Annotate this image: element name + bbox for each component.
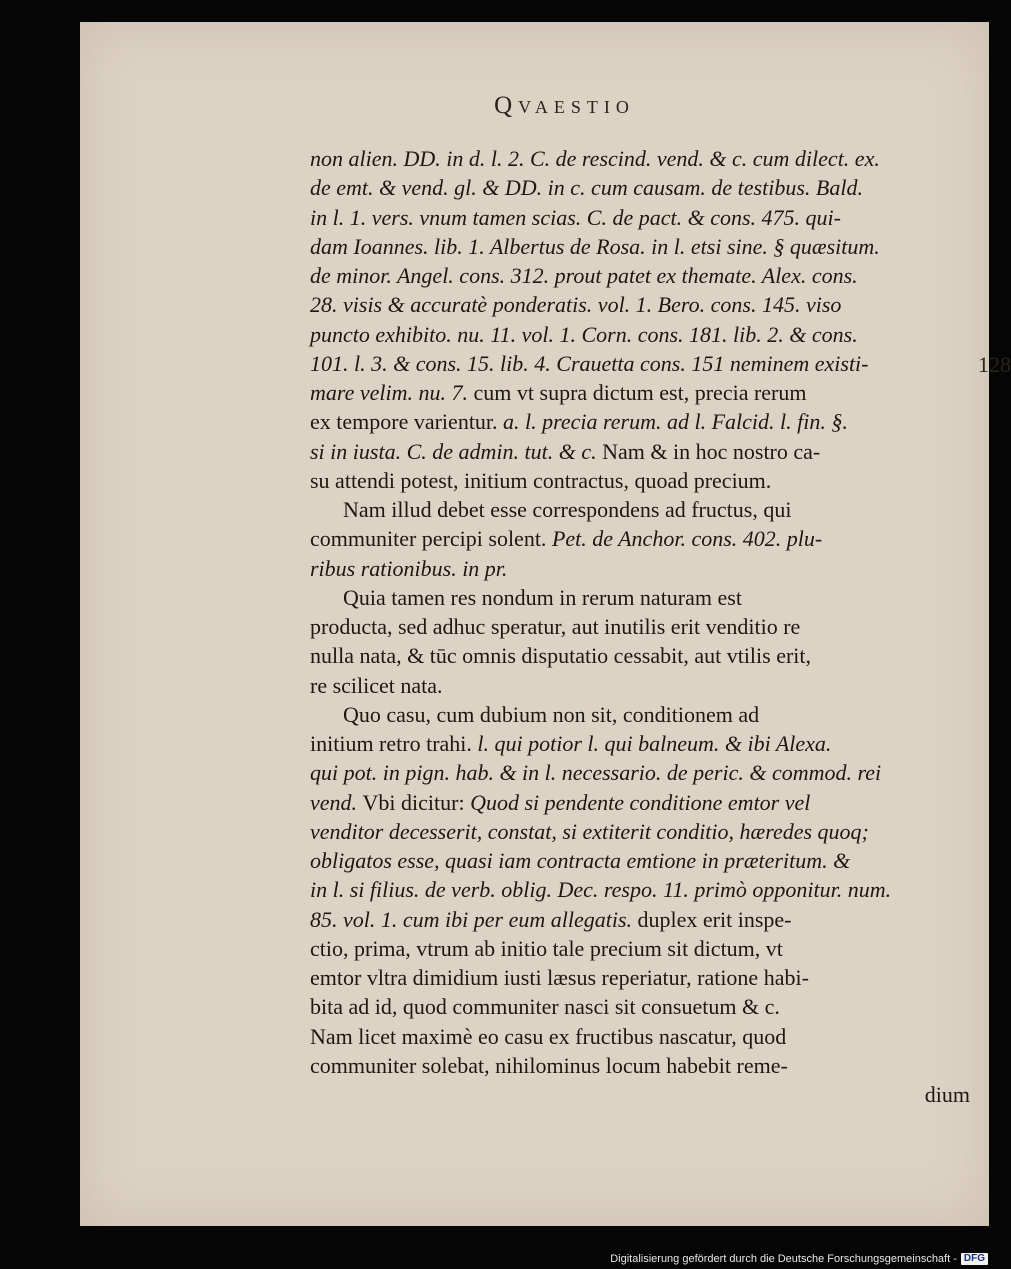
citation-segment: 101. l. 3. & cons. 15. lib. 4. Crauetta cons. 151 neminem existi- bbox=[310, 350, 869, 376]
text-line bbox=[310, 788, 970, 817]
text-line bbox=[310, 846, 970, 875]
text-line bbox=[310, 378, 970, 407]
text-line bbox=[310, 700, 970, 729]
text-line bbox=[310, 1051, 970, 1080]
body-segment: communiter percipi solent. bbox=[310, 526, 552, 552]
citation-segment: a. l. precia rerum. ad l. Falcid. l. fin. §. bbox=[503, 409, 848, 435]
text-line bbox=[310, 290, 970, 319]
footer-credit-text: Digitalisierung gefördert durch die Deutsche Forschungsgemeinschaft - bbox=[610, 1253, 957, 1265]
text-line bbox=[310, 524, 970, 553]
citation-segment: 28. visis & accuratè ponderatis. vol. 1. Bero. cons. 145. viso bbox=[310, 292, 842, 318]
catchword: dium bbox=[924, 1082, 970, 1107]
text-line bbox=[310, 232, 970, 261]
citation-segment: puncto exhibito. nu. 11. vol. 1. Corn. cons. 181. lib. 2. & cons. bbox=[310, 321, 858, 347]
body-text bbox=[310, 144, 970, 1109]
book-page bbox=[80, 22, 1011, 1226]
text-line bbox=[310, 729, 970, 758]
body-segment: Quia tamen res nondum in rerum naturam est bbox=[310, 584, 742, 610]
citation-segment: mare velim. nu. 7. bbox=[310, 380, 474, 405]
text-line bbox=[310, 173, 970, 202]
body-segment: Vbi dicitur: bbox=[362, 789, 471, 815]
citation-segment: venditor decesserit, constat, si extiterit conditio, hæredes quoq; bbox=[310, 818, 869, 844]
body-segment: cum vt supra dictum est, precia rerum bbox=[473, 380, 807, 405]
citation-segment: Quod si pendente conditione emtor vel bbox=[470, 789, 811, 815]
text-line bbox=[310, 641, 970, 670]
citation-segment: in l. 1. vers. vnum tamen scias. C. de pact. & cons. 475. qui- bbox=[310, 204, 841, 230]
text-line bbox=[310, 407, 970, 436]
citation-segment: si in iusta. C. de admin. tut. & c. bbox=[310, 438, 603, 464]
citation-segment: non alien. DD. in d. l. 2. C. de rescind. vend. & c. cum dilect. ex. bbox=[310, 146, 880, 171]
text-line bbox=[310, 466, 970, 495]
body-segment: nulla nata, & tūc omnis disputatio cessabit, aut vtilis erit, bbox=[310, 643, 812, 669]
citation-segment: in l. si filius. de verb. oblig. Dec. respo. 11. primò opponitur. num. bbox=[310, 877, 892, 903]
text-line bbox=[310, 583, 970, 612]
text-line bbox=[310, 261, 970, 290]
citation-segment: vend. bbox=[310, 789, 363, 815]
body-segment: producta, sed adhuc speratur, aut inutilis erit venditio re bbox=[310, 614, 801, 639]
text-line bbox=[310, 437, 970, 466]
running-header: Qvaestio bbox=[494, 92, 635, 119]
body-segment: ctio, prima, vtrum ab initio tale precium sit dictum, vt bbox=[310, 935, 783, 961]
citation-segment: l. qui potior l. qui balneum. & ibi Alexa. bbox=[477, 731, 832, 756]
citation-segment: de minor. Angel. cons. 312. prout patet ex themate. Alex. cons. bbox=[310, 263, 858, 288]
citation-segment: obligatos esse, quasi iam contracta emtione in præteritum. & bbox=[310, 848, 851, 873]
dfg-logo-icon: DFG bbox=[961, 1253, 988, 1265]
body-segment: Nam licet maximè eo casu ex fructibus nascatur, quod bbox=[310, 1023, 787, 1049]
citation-segment: 85. vol. 1. cum ibi per eum allegatis. bbox=[310, 906, 638, 932]
body-segment: su attendi potest, initium contractus, quoad precium. bbox=[310, 467, 772, 493]
citation-segment: Pet. de Anchor. cons. 402. plu- bbox=[551, 526, 823, 552]
body-segment: Quo casu, cum dubium non sit, conditionem ad bbox=[310, 701, 760, 727]
text-line bbox=[310, 349, 970, 378]
text-line bbox=[310, 320, 970, 349]
body-segment: duplex erit inspe- bbox=[637, 906, 792, 932]
citation-segment: qui pot. in pign. hab. & in l. necessario. de peric. & commod. rei bbox=[310, 760, 882, 786]
text-line bbox=[310, 934, 970, 963]
text-line bbox=[310, 817, 970, 846]
body-segment: Nam illud debet esse correspondens ad fructus, qui bbox=[310, 497, 792, 522]
body-segment: Nam & in hoc nostro ca- bbox=[602, 438, 821, 464]
text-line bbox=[310, 495, 970, 524]
body-segment: bita ad id, quod communiter nasci sit consuetum & c. bbox=[310, 994, 780, 1020]
text-line bbox=[310, 554, 970, 583]
text-line bbox=[310, 612, 970, 641]
text-line bbox=[310, 992, 970, 1021]
text-line bbox=[310, 963, 970, 992]
text-line bbox=[310, 875, 970, 904]
text-line bbox=[310, 758, 970, 787]
text-line bbox=[310, 144, 970, 173]
body-segment: emtor vltra dimidium iusti læsus reperiatur, ratione habi- bbox=[310, 965, 809, 990]
margin-page-number: 128 bbox=[978, 352, 1011, 377]
citation-segment: ribus rationibus. in pr. bbox=[310, 555, 508, 581]
digitization-footer bbox=[610, 1253, 988, 1265]
text-line bbox=[310, 671, 970, 700]
text-line bbox=[310, 1022, 970, 1051]
body-segment: communiter solebat, nihilominus locum habebit reme- bbox=[310, 1052, 788, 1078]
body-segment: ex tempore varientur. bbox=[310, 409, 504, 435]
citation-segment: dam Ioannes. lib. 1. Albertus de Rosa. in l. etsi sine. § quæsitum. bbox=[310, 233, 880, 259]
text-line bbox=[310, 203, 970, 232]
citation-segment: de emt. & vend. gl. & DD. in c. cum causam. de testibus. Bald. bbox=[310, 175, 863, 201]
text-line bbox=[310, 905, 970, 934]
body-segment: re scilicet nata. bbox=[310, 672, 443, 698]
body-segment: initium retro trahi. bbox=[310, 731, 478, 756]
